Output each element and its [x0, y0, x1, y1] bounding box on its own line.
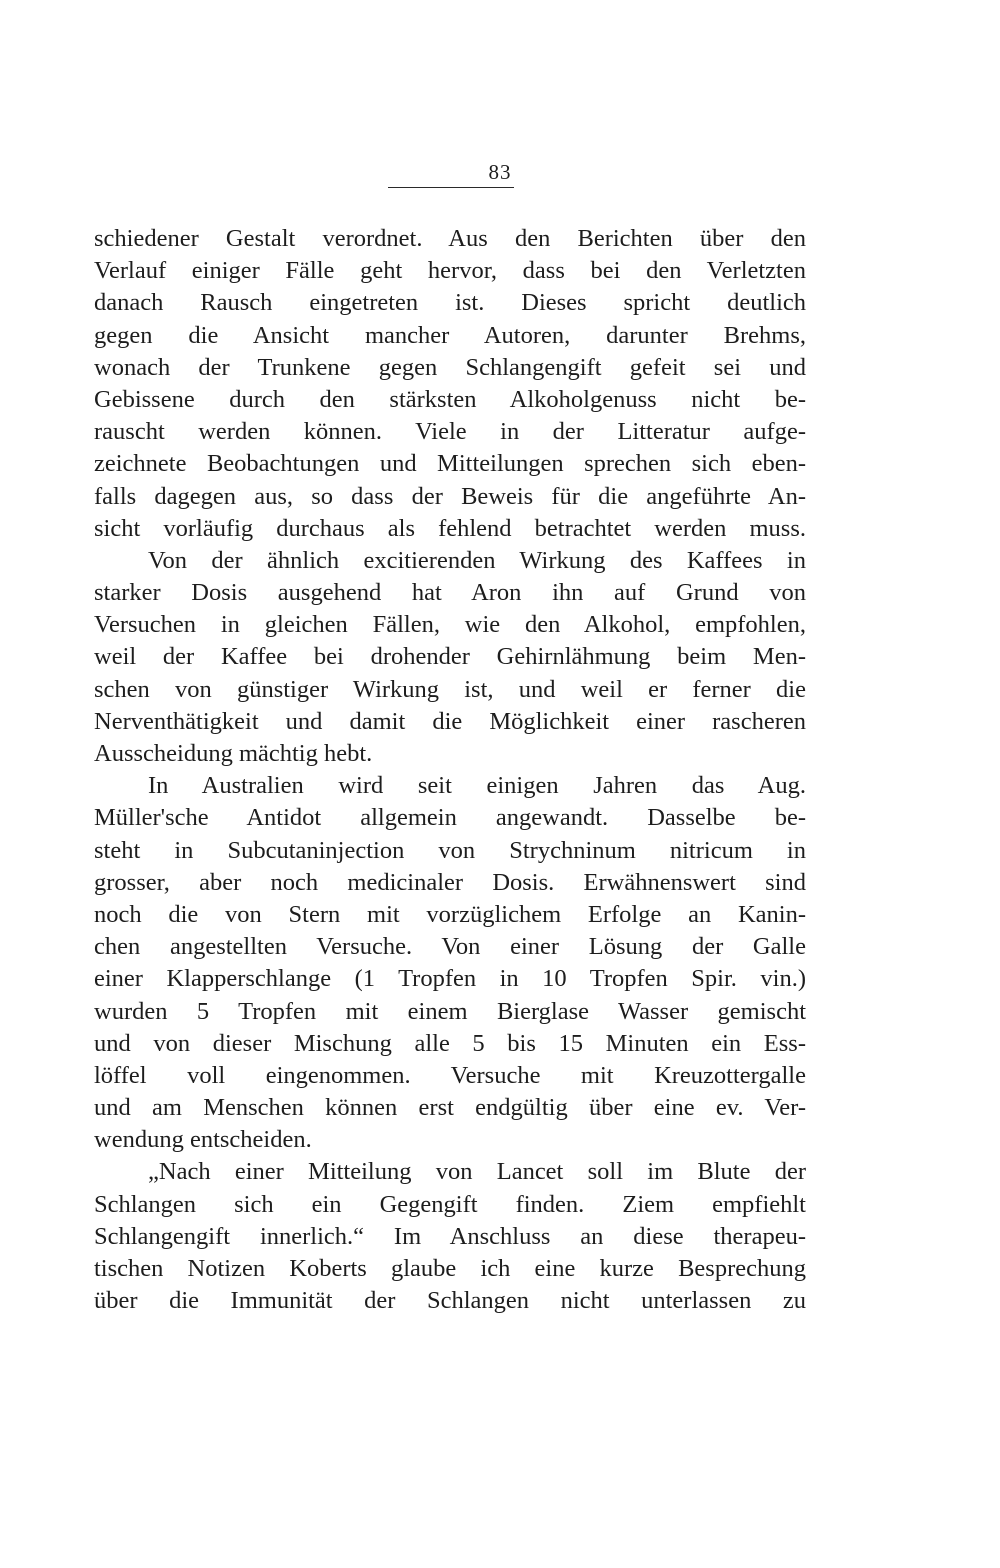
text-line: „Nach einer Mitteilung von Lancet soll im Blute der: [148, 1158, 806, 1186]
text-line: falls dagegen aus, so dass der Beweis für die angeführte An-: [94, 482, 806, 510]
text-line: Müller'sche Antidot allgemein angewandt. Dasselbe be-: [94, 804, 806, 832]
text-line: grosser, aber noch medicinaler Dosis. Erwähnenswert sind: [94, 868, 806, 896]
text-line: starker Dosis ausgehend hat Aron ihn auf Grund von: [94, 579, 806, 607]
text-line: In Australien wird seit einigen Jahren das Aug.: [148, 772, 806, 800]
text-line: zeichnete Beobachtungen und Mitteilungen sprechen sich eben-: [94, 450, 806, 478]
text-line: gegen die Ansicht mancher Autoren, darunter Brehms,: [94, 321, 806, 349]
header-rule: [388, 187, 514, 188]
text-line: Von der ähnlich excitierenden Wirkung des Kaffees in: [148, 546, 806, 574]
text-line: löffel voll eingenommen. Versuche mit Kreuzottergalle: [94, 1061, 806, 1089]
text-line: schiedener Gestalt verordnet. Aus den Berichten über den: [94, 225, 806, 252]
text-line: Verlauf einiger Fälle geht hervor, dass bei den Verletzten: [94, 257, 806, 285]
text-line: Nerventhätigkeit und damit die Möglichkeit einer rascheren: [94, 707, 806, 735]
text-line: Gebissene durch den stärksten Alkoholgenuss nicht be-: [94, 385, 806, 413]
text-line: einer Klapperschlange (1 Tropfen in 10 Tropfen Spir. vin.): [94, 965, 806, 993]
text-line: Ausscheidung mächtig hebt.: [94, 740, 373, 767]
text-line: sicht vorläufig durchaus als fehlend betrachtet werden muss.: [94, 514, 806, 542]
text-line: weil der Kaffee bei drohender Gehirnlähmung beim Men-: [94, 643, 806, 671]
text-line: über die Immunität der Schlangen nicht unterlassen zu: [94, 1287, 806, 1315]
text-line: Schlangengift innerlich.“ Im Anschluss an diese therapeu-: [94, 1222, 806, 1250]
text-line: und am Menschen können erst endgültig über eine ev. Ver-: [94, 1094, 806, 1122]
text-line: Versuchen in gleichen Fällen, wie den Alkohol, empfohlen,: [94, 611, 806, 639]
text-line: Schlangen sich ein Gegengift finden. Ziem empfiehlt: [94, 1190, 806, 1218]
text-line: wendung entscheiden.: [94, 1126, 312, 1154]
text-line: noch die von Stern mit vorzüglichem Erfolge an Kanin-: [94, 900, 806, 928]
text-line: steht in Subcutaninjection von Strychninum nitricum in: [94, 836, 806, 864]
page-number: 83: [488, 160, 512, 184]
text-line: danach Rausch eingetreten ist. Dieses spricht deutlich: [94, 289, 806, 317]
text-line: wonach der Trunkene gegen Schlangengift gefeit sei und: [94, 353, 806, 381]
text-line: chen angestellten Versuche. Von einer Lösung der Galle: [94, 933, 806, 961]
text-line: rauscht werden können. Viele in der Litteratur aufge-: [94, 418, 806, 446]
text-line: schen von günstiger Wirkung ist, und weil er ferner die: [94, 675, 806, 703]
text-line: und von dieser Mischung alle 5 bis 15 Minuten ein Ess-: [94, 1029, 806, 1057]
text-line: tischen Notizen Koberts glaube ich eine kurze Besprechung: [94, 1255, 806, 1282]
body-text: [94, 223, 806, 1317]
text-line: wurden 5 Tropfen mit einem Bierglase Wasser gemischt: [94, 997, 806, 1025]
